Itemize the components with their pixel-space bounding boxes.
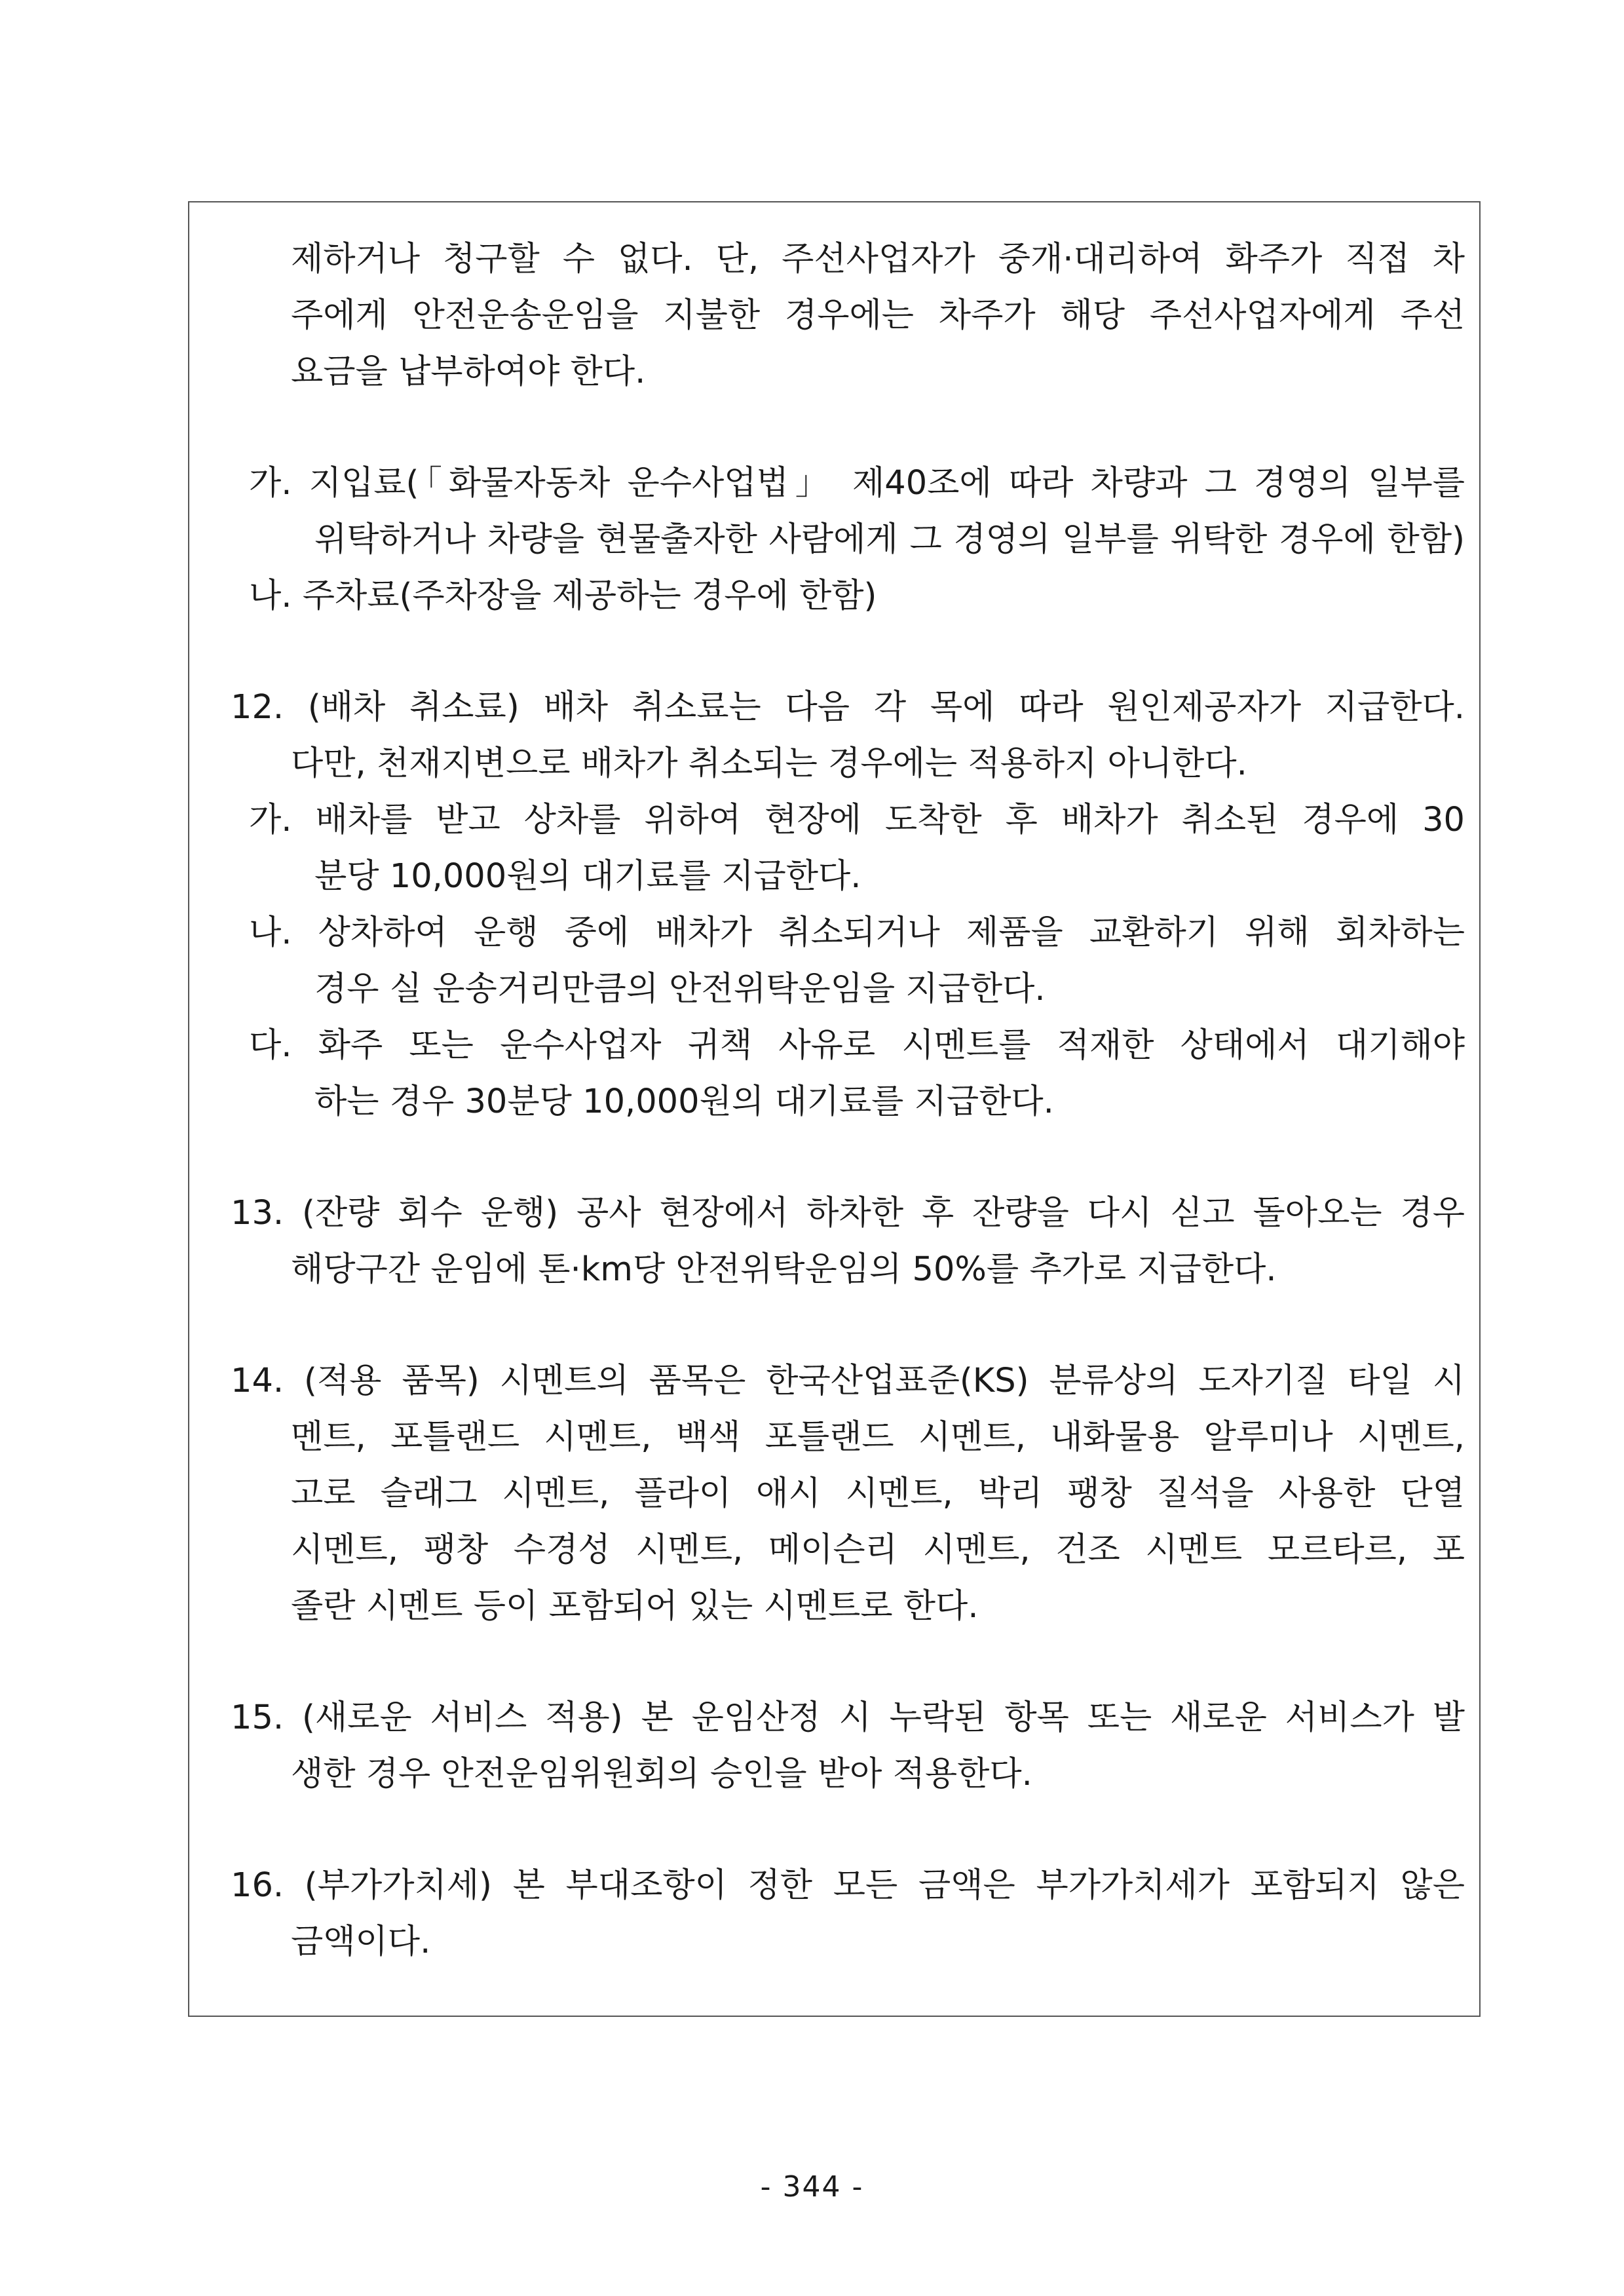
list-item-ga-line: 가. 지입료(「화물자동차 운수사업법」 제40조에 따라 차량과 그 경영의 일부를 xyxy=(249,464,1465,503)
section-12-heading: 12. (배차 취소료) 배차 취소료는 다음 각 목에 따라 원인제공자가 지급한다. xyxy=(231,688,1465,727)
section-12-item-na: 경우 실 운송거리만큼의 안전위탁운임을 지급한다. xyxy=(314,970,1046,1008)
section-14-line: 멘트, 포틀랜드 시멘트, 백색 포틀랜드 시멘트, 내화물용 알루미나 시멘트, xyxy=(291,1418,1465,1457)
page-number: - 344 - xyxy=(760,2170,864,2204)
section-14-line: 졸란 시멘트 등이 포함되어 있는 시멘트로 한다. xyxy=(291,1587,979,1626)
text-line: 제하거나 청구할 수 없다. 단, 주선사업자가 중개·대리하여 화주가 직접 차 xyxy=(291,240,1465,278)
section-12-item-da: 다. 화주 또는 운수사업자 귀책 사유로 시멘트를 적재한 상태에서 대기해야 xyxy=(249,1026,1465,1065)
section-14-line: 시멘트, 팽창 수경성 시멘트, 메이슨리 시멘트, 건조 시멘트 모르타르, 포 xyxy=(291,1531,1465,1569)
section-14-heading: 14. (적용 품목) 시멘트의 품목은 한국산업표준(KS) 분류상의 도자기질 타일 시 xyxy=(231,1362,1465,1400)
section-16-heading: 16. (부가가치세) 본 부대조항이 정한 모든 금액은 부가가치세가 포함되지 않은 xyxy=(231,1866,1465,1905)
text-line: 주에게 안전운송운임을 지불한 경우에는 차주가 해당 주선사업자에게 주선 xyxy=(291,296,1465,335)
section-14-line: 고로 슬래그 시멘트, 플라이 애시 시멘트, 박리 팽창 질석을 사용한 단열 xyxy=(291,1474,1465,1513)
section-13-line: 해당구간 운임에 톤·km당 안전위탁운임의 50%를 추가로 지급한다. xyxy=(291,1250,1277,1289)
section-12-item-da: 하는 경우 30분당 10,000원의 대기료를 지급한다. xyxy=(314,1082,1054,1121)
section-12-item-ga: 가. 배차를 받고 상차를 위하여 현장에 도착한 후 배차가 취소된 경우에 30 xyxy=(249,801,1465,839)
section-16-line: 금액이다. xyxy=(291,1923,431,1961)
section-12-line: 다만, 천재지변으로 배차가 취소되는 경우에는 적용하지 아니한다. xyxy=(291,744,1247,783)
section-15-heading: 15. (새로운 서비스 적용) 본 운임산정 시 누락된 항목 또는 새로운 서비스가 발 xyxy=(231,1698,1465,1737)
list-item-ga-line: 위탁하거나 차량을 현물출자한 사람에게 그 경영의 일부를 위탁한 경우에 한함) xyxy=(314,520,1465,559)
list-item-na-line: 나. 주차료(주차장을 제공하는 경우에 한함) xyxy=(249,577,877,615)
section-12-item-na: 나. 상차하여 운행 중에 배차가 취소되거나 제품을 교환하기 위해 회차하는 xyxy=(249,913,1465,952)
section-12-item-ga: 분당 10,000원의 대기료를 지급한다. xyxy=(314,857,861,896)
text-line: 요금을 납부하여야 한다. xyxy=(291,353,646,391)
section-15-line: 생한 경우 안전운임위원회의 승인을 받아 적용한다. xyxy=(291,1755,1032,1793)
section-13-heading: 13. (잔량 회수 운행) 공사 현장에서 하차한 후 잔량을 다시 싣고 돌아오는 경우 xyxy=(231,1194,1465,1233)
